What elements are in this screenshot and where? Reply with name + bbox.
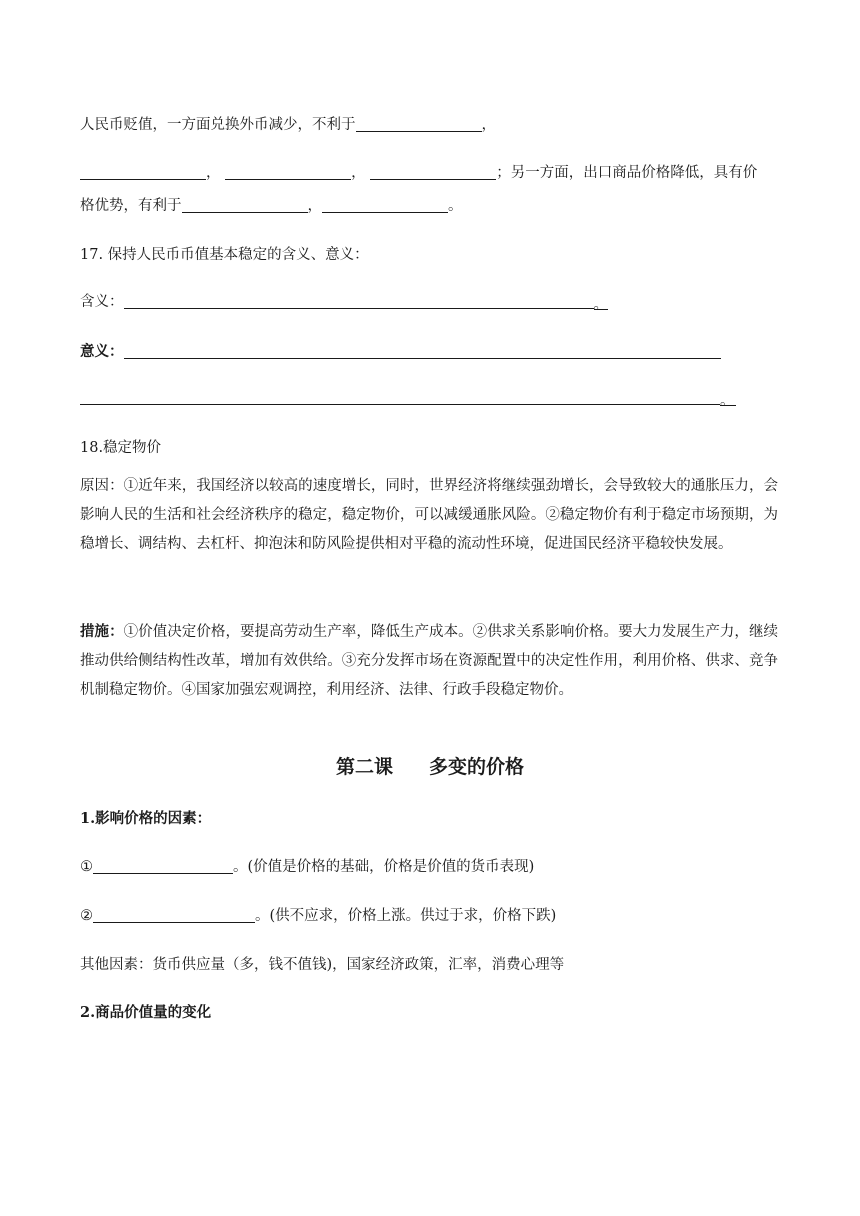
factor-item-1	[80, 855, 534, 876]
lesson-title	[0, 752, 860, 779]
significance-line-2	[80, 388, 736, 409]
measures-label: 措施：	[80, 623, 124, 640]
fill-blank[interactable]	[93, 857, 233, 874]
meaning-line	[80, 290, 608, 311]
significance-line	[80, 340, 721, 361]
fill-blank[interactable]	[124, 342, 721, 359]
text: ，	[206, 165, 221, 181]
factor-item-2	[80, 904, 556, 925]
meaning-label: 含义：	[80, 294, 124, 310]
section-1-heading: 1.影响价格的因素：	[80, 810, 212, 827]
question-18: 18.稳定物价	[80, 440, 162, 456]
text: ，	[307, 198, 322, 214]
reasons-text: ①近年来，我国经济以较高的速度增长，同时，世界经济将继续强劲增长，会导致较大的通胀压力，会影响人民的生活和社会经济秩序的稳定，稳定物价，可以减缓通胀风险。②稳定物价有利于稳定市场预期，为稳增长、调结构、去杠杆、抑泡沫和防风险提供相对平稳的流动性环境，促进国民经济平稳较快发展。	[80, 478, 779, 552]
lesson-name: 多变的价格	[429, 756, 525, 778]
fill-blank[interactable]	[93, 906, 255, 923]
fill-blank[interactable]	[124, 292, 594, 309]
text-line	[80, 113, 496, 134]
measures-paragraph	[80, 617, 778, 705]
fill-blank[interactable]	[80, 163, 206, 180]
text: 人民币贬值，一方面兑换外币减少，不利于	[80, 117, 356, 133]
item-text: 。(供不应求，价格上涨。供过于求，价格下跌)	[255, 908, 557, 924]
fill-blank[interactable]	[356, 115, 482, 132]
blank-end: 。	[720, 389, 736, 406]
section-2-heading: 2.商品价值量的变化	[80, 1004, 212, 1021]
fill-blank[interactable]	[322, 196, 448, 213]
text: 格优势，有利于	[80, 198, 182, 214]
text: ；另一方面，出口商品价格降低，具有价	[496, 165, 758, 181]
blank-end: 。	[594, 293, 608, 310]
other-factors: 其他因素：货币供应量（多，钱不值钱)，国家经济政策，汇率，消费心理等	[80, 957, 565, 973]
fill-blank[interactable]	[80, 388, 720, 405]
reasons-label: 原因：	[80, 478, 124, 494]
text: ，	[351, 165, 366, 181]
item-text: 。(价值是价格的基础，价格是价值的货币表现)	[233, 859, 535, 875]
item-marker: ①	[80, 859, 93, 875]
measures-text: ①价值决定价格，要提高劳动生产率，降低生产成本。②供求关系影响价格。要大力发展生产力，继续推动供给侧结构性改革，增加有效供给。③充分发挥市场在资源配置中的决定性作用，利用价格、供求、竞争机制稳定物价。④国家加强宏观调控，利用经济、法律、行政手段稳定物价。	[80, 624, 779, 698]
significance-label: 意义：	[80, 343, 124, 360]
text: ，	[481, 117, 496, 133]
item-marker: ②	[80, 908, 93, 924]
fill-blank[interactable]	[182, 196, 308, 213]
fill-blank[interactable]	[225, 163, 351, 180]
lesson-number: 第二课	[335, 756, 393, 778]
text-line	[80, 161, 757, 182]
fill-blank[interactable]	[370, 163, 496, 180]
text: 。	[448, 198, 463, 214]
text-line	[80, 194, 463, 215]
reasons-paragraph	[80, 472, 778, 559]
question-17: 17. 保持人民币币值基本稳定的含义、意义：	[80, 247, 369, 263]
